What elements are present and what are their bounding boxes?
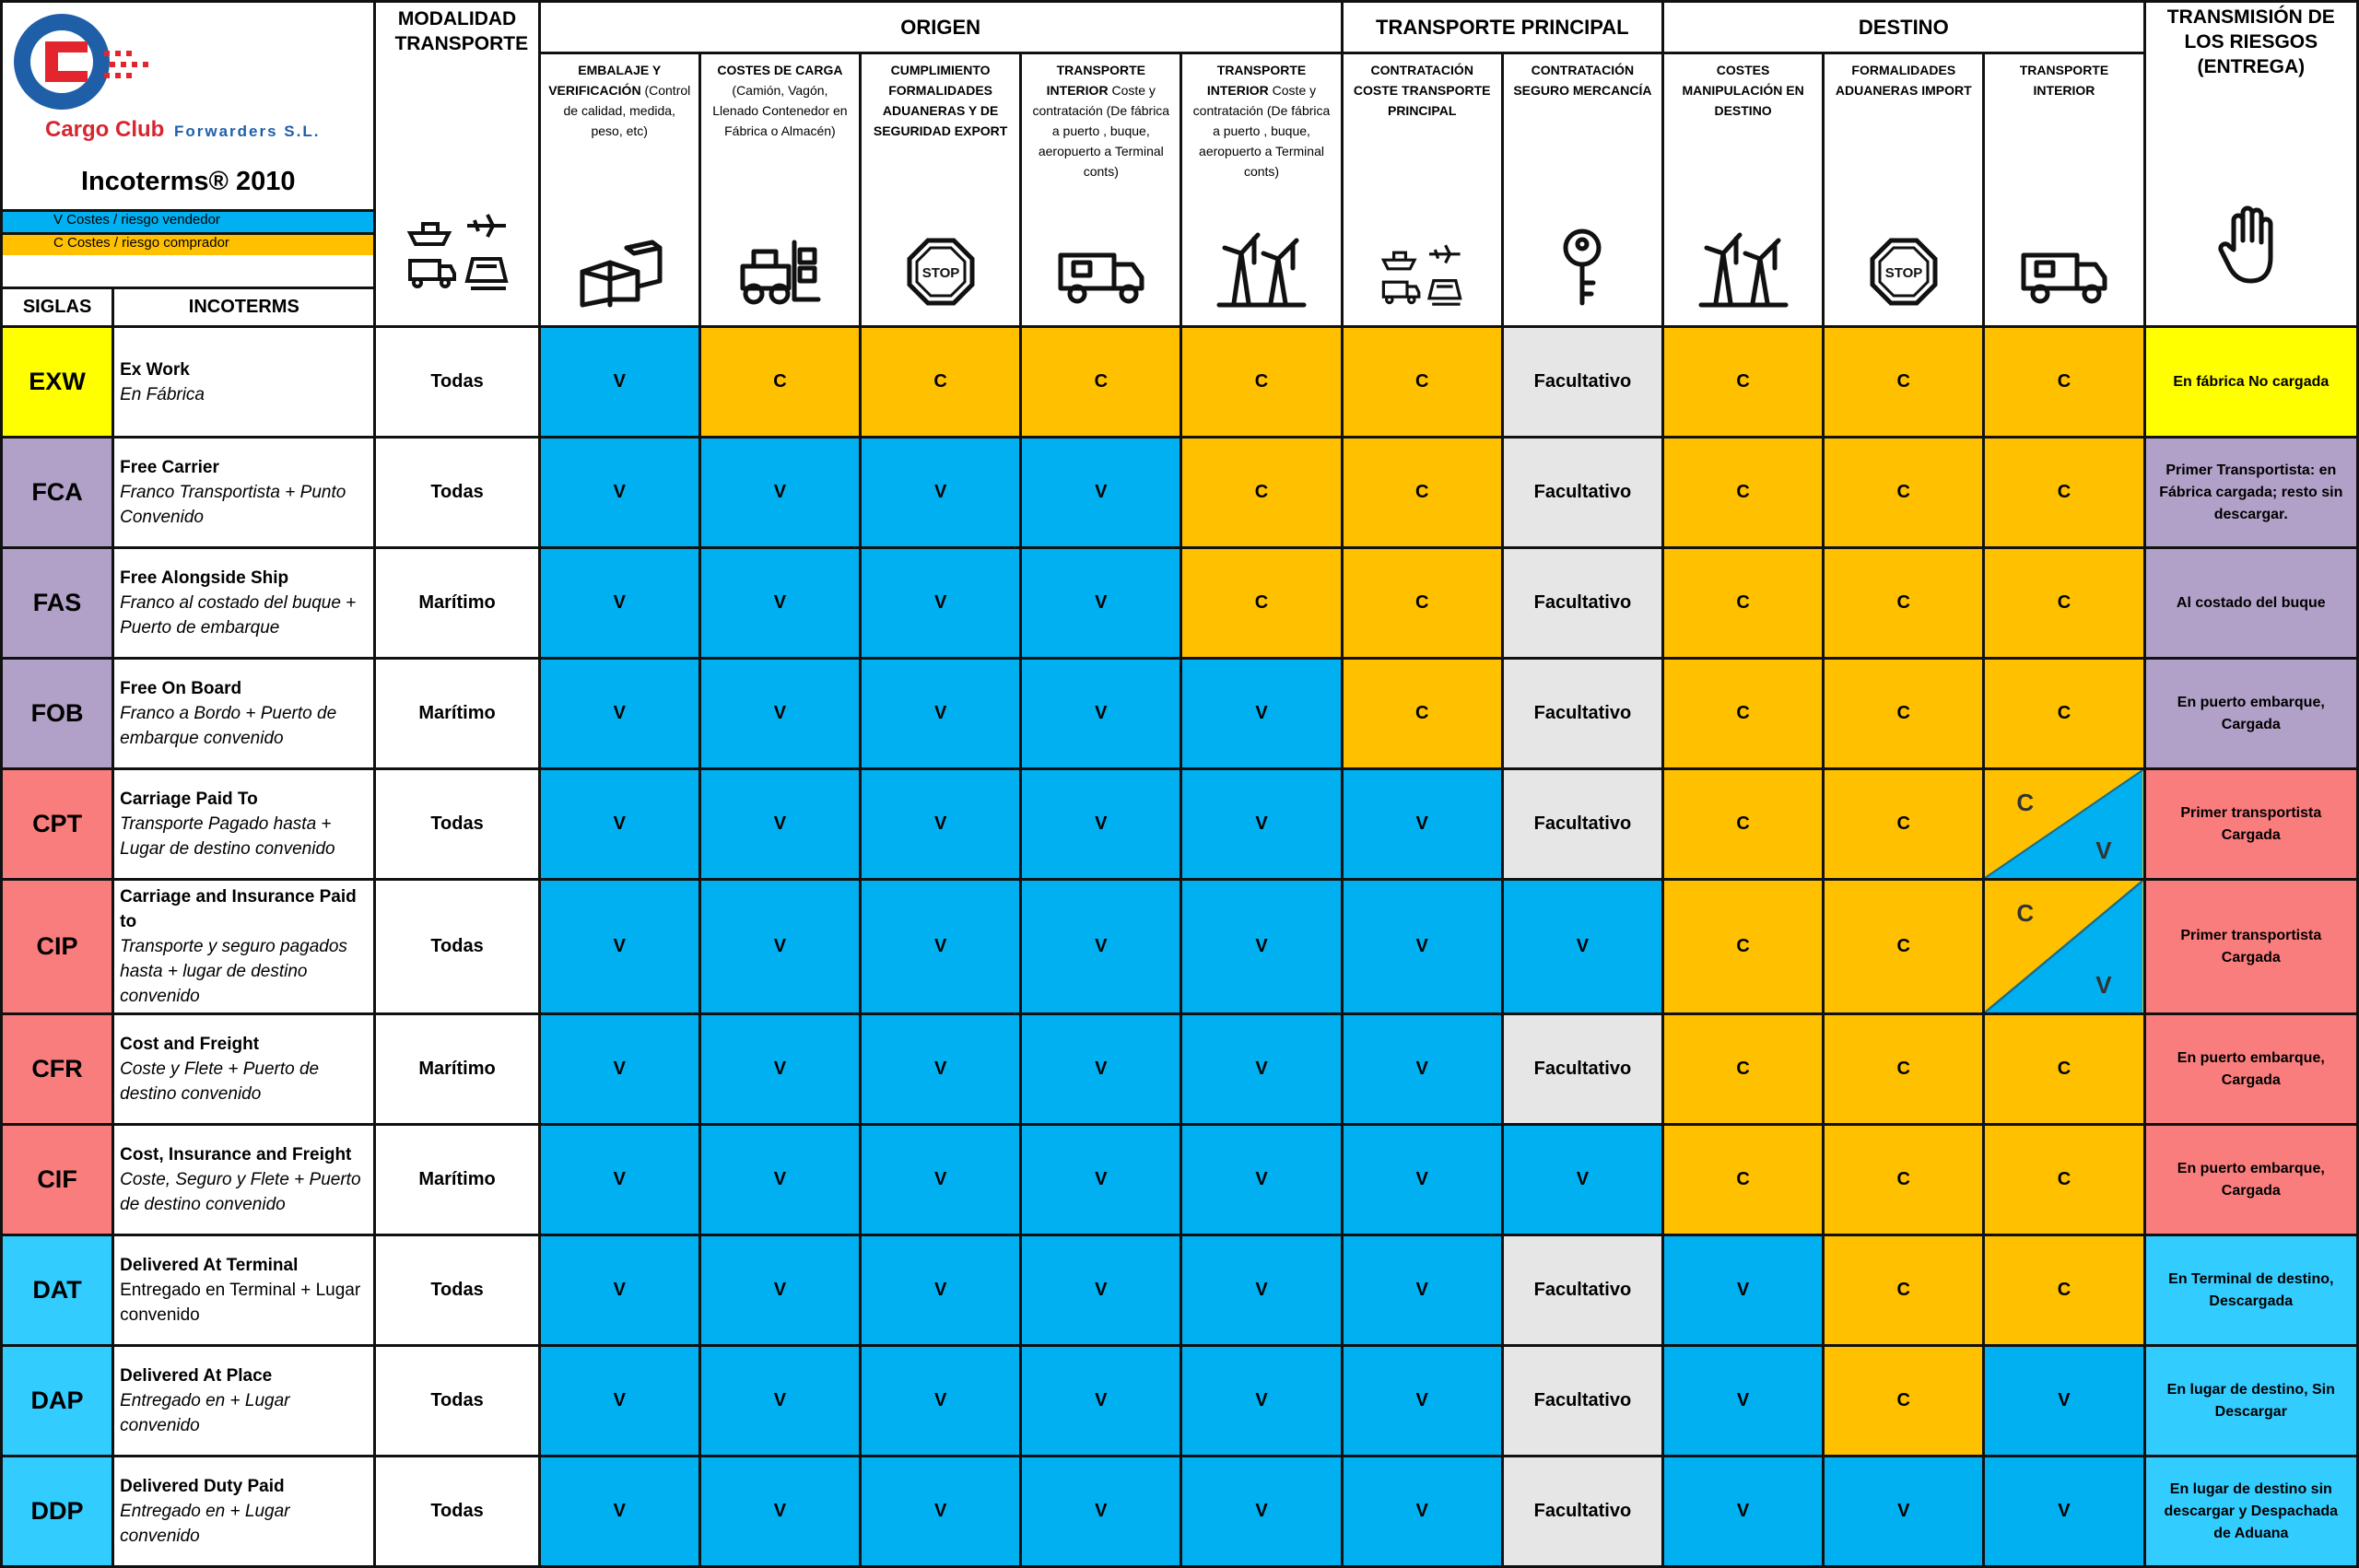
obligation-cell: C (1984, 659, 2144, 769)
obligation-cell: V (1021, 659, 1181, 769)
riesgos-header (2144, 2, 2357, 327)
key-icon (1504, 226, 1661, 314)
risk-transfer: En lugar de destino sin descargar y Despachada de Aduana (2144, 1457, 2357, 1567)
obligation-cell: Facultativo (1502, 1457, 1662, 1567)
incoterm-code: EXW (2, 327, 113, 438)
obligation-cell: V (861, 1457, 1021, 1567)
risk-transfer: En Terminal de destino, Descargada (2144, 1235, 2357, 1346)
transport-mode: Todas (375, 327, 539, 438)
obligation-cell: V (1663, 1457, 1824, 1567)
legend-seller-label: V Costes / riesgo vendedor (53, 212, 220, 228)
subheader-7 (1502, 53, 1662, 327)
obligation-cell: V (539, 880, 699, 1014)
obligation-cell: V (1021, 880, 1181, 1014)
table-row (2, 1125, 2358, 1235)
obligation-cell: C (1824, 1235, 1984, 1346)
subheader-1 (539, 53, 699, 327)
obligation-cell: V (1342, 1125, 1502, 1235)
obligation-cell: V (1181, 659, 1342, 769)
incoterm-code: FOB (2, 659, 113, 769)
incoterm-code: CPT (2, 769, 113, 880)
obligation-cell: V (1663, 1235, 1824, 1346)
subheader-10 (1984, 53, 2144, 327)
obligation-cell: V (699, 769, 860, 880)
risk-transfer: En puerto embarque, Cargada (2144, 1125, 2357, 1235)
obligation-cell: V (1342, 769, 1502, 880)
legend-seller (3, 209, 373, 232)
subheader-6 (1342, 53, 1502, 327)
obligation-cell: C (1342, 659, 1502, 769)
incoterm-spanish: Franco Transportista + Punto Convenido (120, 483, 346, 527)
obligation-cell: V (699, 1346, 860, 1457)
incoterm-description (113, 1125, 375, 1235)
obligation-cell: C (1824, 1014, 1984, 1125)
incoterm-description (113, 548, 375, 659)
obligation-cell: V (1021, 1235, 1181, 1346)
incoterm-description (113, 880, 375, 1014)
obligation-cell: V (1984, 1457, 2144, 1567)
obligation-cell: C (1663, 1125, 1824, 1235)
obligation-cell: V (699, 548, 860, 659)
subheader-title: CUMPLIMIENTO FORMALIDADES ADUANERAS Y DE SEGURIDAD EXPORT (873, 63, 1008, 138)
obligation-cell: V (699, 1235, 860, 1346)
table-row (2, 1014, 2358, 1125)
obligation-cell: V (699, 880, 860, 1014)
obligation-cell: C (1984, 327, 2144, 438)
obligation-cell: V (539, 327, 699, 438)
obligation-cell: V (1181, 1235, 1342, 1346)
incoterm-code: CFR (2, 1014, 113, 1125)
table-row (2, 438, 2358, 548)
obligation-cell: V (1502, 880, 1662, 1014)
obligation-cell: C (1342, 438, 1502, 548)
obligation-cell: V (1502, 1125, 1662, 1235)
incoterm-spanish: Transporte Pagado hasta + Lugar de destino convenido (120, 814, 335, 859)
table-row (2, 327, 2358, 438)
incoterm-spanish: En Fábrica (120, 384, 205, 404)
split-cell (1984, 769, 2144, 880)
obligation-cell: C (699, 327, 860, 438)
obligation-cell: V (861, 659, 1021, 769)
obligation-cell: C (1824, 438, 1984, 548)
stop-sign-icon (862, 235, 1019, 314)
transport-mode: Todas (375, 438, 539, 548)
table-row (2, 659, 2358, 769)
transport-mode: Todas (375, 880, 539, 1014)
split-seller-mark: V (2095, 837, 2112, 864)
obligation-cell: V (1021, 438, 1181, 548)
risk-transfer: En puerto embarque, Cargada (2144, 1014, 2357, 1125)
obligation-cell: C (1824, 769, 1984, 880)
incoterm-description (113, 1235, 375, 1346)
cranes-icon (1664, 226, 1822, 314)
incoterm-description (113, 659, 375, 769)
obligation-cell: V (1021, 769, 1181, 880)
obligation-cell: C (1663, 548, 1824, 659)
obligation-cell: C (1663, 438, 1824, 548)
incoterm-code: DDP (2, 1457, 113, 1567)
boxes-icon (541, 235, 698, 314)
obligation-cell: V (539, 1125, 699, 1235)
truck-icon (1022, 244, 1180, 314)
obligation-cell: V (1824, 1457, 1984, 1567)
transport-mode: Marítimo (375, 1125, 539, 1235)
transport-mode: Todas (375, 1346, 539, 1457)
forklift-icon (701, 235, 859, 314)
incoterm-description (113, 1457, 375, 1567)
subheader-title: COSTES MANIPULACIÓN EN DESTINO (1682, 63, 1804, 118)
obligation-cell: C (1984, 438, 2144, 548)
table-row (2, 769, 2358, 880)
obligation-cell: Facultativo (1502, 1346, 1662, 1457)
incoterm-english: Cost, Insurance and Freight (120, 1145, 352, 1164)
subheader-5 (1181, 53, 1342, 327)
risk-transfer: En fábrica No cargada (2144, 327, 2357, 438)
obligation-cell: C (1181, 438, 1342, 548)
logo-block (2, 2, 375, 288)
incoterm-code: CIF (2, 1125, 113, 1235)
obligation-cell: C (1984, 1125, 2144, 1235)
destino-header: DESTINO (1663, 2, 2145, 53)
logo-name: Cargo Club (45, 117, 165, 142)
incoterm-spanish: Entregado en Terminal + Lugar convenido (120, 1281, 361, 1325)
obligation-cell: C (1663, 880, 1824, 1014)
split-buyer-mark: C (2016, 899, 2035, 927)
incoterm-english: Delivered At Terminal (120, 1256, 299, 1275)
subheader-4 (1021, 53, 1181, 327)
incoterm-spanish: Transporte y seguro pagados hasta + lugar de destino convenido (120, 937, 347, 1006)
obligation-cell: Facultativo (1502, 1014, 1662, 1125)
table-row (2, 548, 2358, 659)
incoterm-code: CIP (2, 880, 113, 1014)
obligation-cell: V (699, 1014, 860, 1125)
table-row (2, 1235, 2358, 1346)
obligation-cell: V (861, 548, 1021, 659)
transport-mode: Marítimo (375, 1014, 539, 1125)
obligation-cell: C (1181, 548, 1342, 659)
cargo-club-logo-icon (8, 10, 193, 111)
incoterm-description (113, 327, 375, 438)
table-row (2, 880, 2358, 1014)
obligation-cell: V (1181, 769, 1342, 880)
subheader-detail: (Control de calidad, medida, peso, etc) (563, 83, 691, 138)
incoterm-code: DAP (2, 1346, 113, 1457)
obligation-cell: C (1984, 1235, 2144, 1346)
obligation-cell: V (1021, 1125, 1181, 1235)
obligation-cell: C (1663, 769, 1824, 880)
incoterm-english: Cost and Freight (120, 1035, 260, 1054)
obligation-cell: V (1663, 1346, 1824, 1457)
obligation-cell: Facultativo (1502, 438, 1662, 548)
risk-transfer: Primer transportista Cargada (2144, 880, 2357, 1014)
transport-modes-icon (1344, 235, 1501, 314)
obligation-cell: V (861, 1235, 1021, 1346)
obligation-cell: V (1342, 1014, 1502, 1125)
transport-mode: Marítimo (375, 548, 539, 659)
obligation-cell: Facultativo (1502, 1235, 1662, 1346)
legend-buyer-label: C Costes / riesgo comprador (53, 235, 229, 251)
obligation-cell: V (861, 1346, 1021, 1457)
obligation-cell: V (1181, 880, 1342, 1014)
incoterm-english: Delivered At Place (120, 1366, 273, 1386)
obligation-cell: C (1342, 327, 1502, 438)
obligation-cell: C (1984, 548, 2144, 659)
obligation-cell: V (861, 769, 1021, 880)
transport-mode: Todas (375, 1235, 539, 1346)
subheader-title: FORMALIDADES ADUANERAS IMPORT (1835, 63, 1972, 98)
incoterm-spanish: Entregado en + Lugar convenido (120, 1502, 290, 1546)
obligation-cell: C (1824, 1346, 1984, 1457)
incoterm-code: FCA (2, 438, 113, 548)
subheader-detail: (Camión, Vagón, Llenado Contenedor en Fábrica o Almacén) (712, 83, 848, 138)
svg-text:STOP: STOP (1884, 265, 1923, 281)
obligation-cell: V (539, 1346, 699, 1457)
split-buyer-mark: C (2016, 789, 2035, 816)
svg-text:STOP: STOP (921, 265, 959, 281)
logo-suffix: Forwarders S.L. (174, 123, 321, 140)
obligation-cell: V (1181, 1014, 1342, 1125)
incoterm-description (113, 438, 375, 548)
obligation-cell: V (1181, 1457, 1342, 1567)
obligation-cell: Facultativo (1502, 548, 1662, 659)
obligation-cell: V (699, 659, 860, 769)
obligation-cell: V (699, 1125, 860, 1235)
obligation-cell: V (539, 659, 699, 769)
obligation-cell: V (1181, 1346, 1342, 1457)
table-row (2, 1346, 2358, 1457)
modalidad-label: MODALIDAD TRANSPORTE (394, 8, 529, 54)
obligation-cell: V (1342, 1457, 1502, 1567)
subheader-title: TRANSPORTE INTERIOR (2019, 63, 2109, 98)
incoterm-english: Delivered Duty Paid (120, 1477, 285, 1496)
subheader-9 (1824, 53, 1984, 327)
transport-mode: Todas (375, 1457, 539, 1567)
subheader-title: TRANSPORTE INTERIOR (1206, 63, 1307, 98)
subheader-detail: Coste y contratación (De fábrica a puerto , buque, aeropuerto a Terminal conts) (1032, 83, 1170, 179)
obligation-cell: V (539, 1235, 699, 1346)
subheader-8 (1663, 53, 1824, 327)
obligation-cell: V (1021, 1014, 1181, 1125)
incoterm-english: Free Alongside Ship (120, 568, 289, 588)
siglas-header: SIGLAS (2, 288, 113, 327)
incoterm-spanish: Coste y Flete + Puerto de destino convenido (120, 1059, 320, 1104)
risk-transfer: En puerto embarque, Cargada (2144, 659, 2357, 769)
incoterm-code: FAS (2, 548, 113, 659)
obligation-cell: V (539, 548, 699, 659)
cranes-icon (1182, 226, 1340, 314)
origen-header: ORIGEN (539, 2, 1342, 53)
subheader-title: TRANSPORTE INTERIOR (1046, 63, 1146, 98)
obligation-cell: C (1663, 327, 1824, 438)
obligation-cell: V (539, 438, 699, 548)
incoterm-spanish: Entregado en + Lugar convenido (120, 1391, 290, 1435)
obligation-cell: V (861, 880, 1021, 1014)
obligation-cell: V (699, 1457, 860, 1567)
subheader-title: EMBALAJE Y VERIFICACIÓN (548, 63, 662, 98)
truck-icon (1985, 244, 2142, 314)
obligation-cell: V (539, 1457, 699, 1567)
page-title: Incoterms® 2010 (80, 167, 296, 196)
obligation-cell: V (539, 769, 699, 880)
obligation-cell: V (1021, 1346, 1181, 1457)
transport-mode: Marítimo (375, 659, 539, 769)
subheader-title: CONTRATACIÓN COSTE TRANSPORTE PRINCIPAL (1353, 63, 1491, 118)
incoterm-spanish: Coste, Seguro y Flete + Puerto de destino convenido (120, 1170, 361, 1214)
risk-transfer: Al costado del buque (2144, 548, 2357, 659)
subheader-detail: Coste y contratación (De fábrica a puerto , buque, aeropuerto a Terminal conts) (1192, 83, 1331, 179)
obligation-cell: C (1181, 327, 1342, 438)
stop-sign-icon (1825, 235, 1982, 314)
subheader-title: COSTES DE CARGA (717, 63, 843, 77)
incoterms-header: INCOTERMS (113, 288, 375, 327)
obligation-cell: C (861, 327, 1021, 438)
risk-transfer: Primer Transportista: en Fábrica cargada; resto sin descargar. (2144, 438, 2357, 548)
risk-transfer: Primer transportista Cargada (2144, 769, 2357, 880)
obligation-cell: V (539, 1014, 699, 1125)
incoterm-english: Ex Work (120, 359, 190, 380)
obligation-cell: C (1021, 327, 1181, 438)
obligation-cell: C (1342, 548, 1502, 659)
obligation-cell: Facultativo (1502, 327, 1662, 438)
obligation-cell: C (1824, 548, 1984, 659)
incoterm-english: Carriage Paid To (120, 790, 258, 809)
hand-stop-icon (2215, 204, 2289, 287)
obligation-cell: V (861, 438, 1021, 548)
obligation-cell: V (699, 438, 860, 548)
obligation-cell: C (1663, 659, 1824, 769)
split-cell (1984, 880, 2144, 1014)
obligation-cell: C (1824, 659, 1984, 769)
transport-mode: Todas (375, 769, 539, 880)
incoterm-description (113, 1014, 375, 1125)
obligation-cell: V (1021, 548, 1181, 659)
obligation-cell: V (861, 1014, 1021, 1125)
modalidad-header (375, 2, 539, 327)
obligation-cell: V (1342, 1346, 1502, 1457)
obligation-cell: C (1663, 1014, 1824, 1125)
obligation-cell: Facultativo (1502, 659, 1662, 769)
obligation-cell: C (1824, 327, 1984, 438)
obligation-cell: C (1824, 880, 1984, 1014)
obligation-cell: V (1342, 1235, 1502, 1346)
risk-transfer: En lugar de destino, Sin Descargar (2144, 1346, 2357, 1457)
incoterm-code: DAT (2, 1235, 113, 1346)
obligation-cell: Facultativo (1502, 769, 1662, 880)
subheader-title: CONTRATACIÓN SEGURO MERCANCÍA (1513, 63, 1652, 98)
obligation-cell: V (1984, 1346, 2144, 1457)
obligation-cell: C (1984, 1014, 2144, 1125)
obligation-cell: V (1342, 880, 1502, 1014)
transport-modes-icon (403, 202, 513, 294)
incoterm-spanish: Franco a Bordo + Puerto de embarque convenido (120, 704, 337, 748)
obligation-cell: C (1824, 1125, 1984, 1235)
split-seller-mark: V (2095, 971, 2112, 999)
incoterm-description (113, 1346, 375, 1457)
obligation-cell: V (1181, 1125, 1342, 1235)
table-row (2, 1457, 2358, 1567)
incoterm-english: Carriage and Insurance Paid to (120, 887, 357, 931)
subheader-2 (699, 53, 860, 327)
incoterm-spanish: Franco al costado del buque + Puerto de embarque (120, 593, 357, 638)
riesgos-label: TRANSMISIÓN DE LOS RIESGOS (ENTREGA) (2166, 6, 2335, 77)
incoterm-english: Free On Board (120, 679, 242, 698)
incoterm-description (113, 769, 375, 880)
legend-buyer (3, 232, 373, 255)
obligation-cell: V (1021, 1457, 1181, 1567)
principal-header: TRANSPORTE PRINCIPAL (1342, 2, 1662, 53)
obligation-cell: V (861, 1125, 1021, 1235)
incoterm-english: Free Carrier (120, 458, 219, 477)
subheader-3 (861, 53, 1021, 327)
